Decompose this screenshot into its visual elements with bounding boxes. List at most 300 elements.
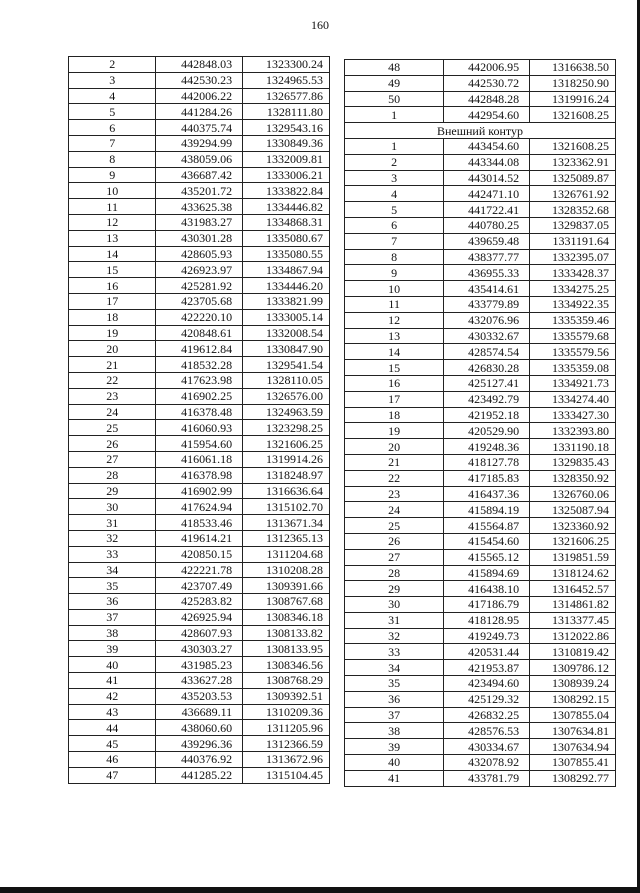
x-coordinate: 441285.22 <box>156 767 243 783</box>
y-coordinate: 1316452.57 <box>530 581 616 597</box>
x-coordinate: 440376.92 <box>156 752 243 768</box>
x-coordinate: 431983.27 <box>156 214 243 230</box>
y-coordinate: 1326761.92 <box>530 186 616 202</box>
x-coordinate: 426923.97 <box>156 262 243 278</box>
y-coordinate: 1328350.92 <box>530 470 616 486</box>
y-coordinate: 1312365.13 <box>243 530 330 546</box>
point-number: 38 <box>345 723 444 739</box>
table-row <box>345 770 616 786</box>
point-number: 1 <box>345 138 444 154</box>
point-number: 7 <box>69 135 156 151</box>
x-coordinate: 420531.44 <box>444 644 530 660</box>
x-coordinate: 442848.03 <box>156 57 243 73</box>
point-number: 28 <box>345 565 444 581</box>
y-coordinate: 1334868.31 <box>243 214 330 230</box>
x-coordinate: 438059.06 <box>156 151 243 167</box>
point-number: 24 <box>345 502 444 518</box>
y-coordinate: 1309392.51 <box>243 688 330 704</box>
y-coordinate: 1307855.04 <box>530 707 616 723</box>
point-number: 16 <box>69 278 156 294</box>
x-coordinate: 421953.87 <box>444 660 530 676</box>
y-coordinate: 1334921.73 <box>530 375 616 391</box>
x-coordinate: 431985.23 <box>156 657 243 673</box>
x-coordinate: 417185.83 <box>444 470 530 486</box>
x-coordinate: 416378.48 <box>156 404 243 420</box>
y-coordinate: 1323300.24 <box>243 57 330 73</box>
x-coordinate: 419612.84 <box>156 341 243 357</box>
point-number: 2 <box>345 154 444 170</box>
y-coordinate: 1316638.50 <box>530 60 616 76</box>
point-number: 6 <box>345 217 444 233</box>
table-row <box>69 594 330 610</box>
x-coordinate: 430301.28 <box>156 230 243 246</box>
y-coordinate: 1323362.91 <box>530 154 616 170</box>
y-coordinate: 1335579.56 <box>530 344 616 360</box>
y-coordinate: 1308346.18 <box>243 609 330 625</box>
x-coordinate: 420848.61 <box>156 325 243 341</box>
table-row <box>345 170 616 186</box>
point-number: 31 <box>345 612 444 628</box>
point-number: 32 <box>345 628 444 644</box>
table-row <box>345 439 616 455</box>
table-row <box>69 420 330 436</box>
y-coordinate: 1323298.25 <box>243 420 330 436</box>
y-coordinate: 1308292.77 <box>530 770 616 786</box>
y-coordinate: 1332009.81 <box>243 151 330 167</box>
point-number: 40 <box>69 657 156 673</box>
point-number: 7 <box>345 233 444 249</box>
point-number: 32 <box>69 530 156 546</box>
x-coordinate: 438377.77 <box>444 249 530 265</box>
table-row <box>69 167 330 183</box>
y-coordinate: 1329835.43 <box>530 454 616 470</box>
coordinates-table-right <box>344 59 616 787</box>
table-row <box>345 281 616 297</box>
y-coordinate: 1309391.66 <box>243 578 330 594</box>
x-coordinate: 440780.25 <box>444 217 530 233</box>
x-coordinate: 419248.36 <box>444 439 530 455</box>
point-number: 29 <box>345 581 444 597</box>
x-coordinate: 417186.79 <box>444 597 530 613</box>
x-coordinate: 442530.23 <box>156 72 243 88</box>
table-row <box>345 691 616 707</box>
y-coordinate: 1330847.90 <box>243 341 330 357</box>
x-coordinate: 415564.87 <box>444 518 530 534</box>
y-coordinate: 1310208.28 <box>243 562 330 578</box>
table-row <box>69 467 330 483</box>
x-coordinate: 430303.27 <box>156 641 243 657</box>
table-row <box>69 88 330 104</box>
y-coordinate: 1335080.55 <box>243 246 330 262</box>
x-coordinate: 442848.28 <box>444 91 530 107</box>
point-number: 37 <box>69 609 156 625</box>
y-coordinate: 1328110.05 <box>243 372 330 388</box>
x-coordinate: 428576.53 <box>444 723 530 739</box>
x-coordinate: 419249.73 <box>444 628 530 644</box>
table-row <box>345 470 616 486</box>
x-coordinate: 426830.28 <box>444 360 530 376</box>
x-coordinate: 417623.98 <box>156 372 243 388</box>
point-number: 19 <box>345 423 444 439</box>
y-coordinate: 1329837.05 <box>530 217 616 233</box>
point-number: 9 <box>69 167 156 183</box>
table-row <box>345 328 616 344</box>
x-coordinate: 428607.93 <box>156 625 243 641</box>
table-row <box>345 707 616 723</box>
y-coordinate: 1315104.45 <box>243 767 330 783</box>
y-coordinate: 1333005.14 <box>243 309 330 325</box>
y-coordinate: 1334274.40 <box>530 391 616 407</box>
table-row <box>345 296 616 312</box>
point-number: 11 <box>345 296 444 312</box>
table-row <box>345 391 616 407</box>
table-row <box>345 265 616 281</box>
table-row <box>345 407 616 423</box>
point-number: 27 <box>69 451 156 467</box>
table-row <box>345 755 616 771</box>
y-coordinate: 1318250.90 <box>530 75 616 91</box>
x-coordinate: 430332.67 <box>444 328 530 344</box>
table-row <box>69 151 330 167</box>
x-coordinate: 439296.36 <box>156 736 243 752</box>
y-coordinate: 1321608.25 <box>530 107 616 123</box>
point-number: 26 <box>69 436 156 452</box>
point-number: 10 <box>345 281 444 297</box>
table-row <box>345 217 616 233</box>
x-coordinate: 432078.92 <box>444 755 530 771</box>
table-row <box>345 612 616 628</box>
point-number: 28 <box>69 467 156 483</box>
point-number: 39 <box>69 641 156 657</box>
point-number: 24 <box>69 404 156 420</box>
x-coordinate: 425127.41 <box>444 375 530 391</box>
y-coordinate: 1310819.42 <box>530 644 616 660</box>
y-coordinate: 1326760.06 <box>530 486 616 502</box>
table-row <box>69 483 330 499</box>
x-coordinate: 438060.60 <box>156 720 243 736</box>
y-coordinate: 1333428.37 <box>530 265 616 281</box>
x-coordinate: 441284.26 <box>156 104 243 120</box>
point-number: 4 <box>69 88 156 104</box>
y-coordinate: 1334446.20 <box>243 278 330 294</box>
table-row <box>69 135 330 151</box>
table-row <box>345 60 616 76</box>
y-coordinate: 1334275.25 <box>530 281 616 297</box>
x-coordinate: 422221.78 <box>156 562 243 578</box>
point-number: 39 <box>345 739 444 755</box>
y-coordinate: 1326576.00 <box>243 388 330 404</box>
point-number: 26 <box>345 533 444 549</box>
table-row <box>69 451 330 467</box>
x-coordinate: 418127.78 <box>444 454 530 470</box>
x-coordinate: 422220.10 <box>156 309 243 325</box>
point-number: 43 <box>69 704 156 720</box>
x-coordinate: 418128.95 <box>444 612 530 628</box>
table-row <box>345 486 616 502</box>
table-row <box>345 75 616 91</box>
table-row <box>69 57 330 73</box>
table-row <box>69 609 330 625</box>
table-row <box>69 341 330 357</box>
point-number: 35 <box>345 676 444 692</box>
y-coordinate: 1312022.86 <box>530 628 616 644</box>
point-number: 21 <box>345 454 444 470</box>
x-coordinate: 436687.42 <box>156 167 243 183</box>
x-coordinate: 415454.60 <box>444 533 530 549</box>
x-coordinate: 415894.69 <box>444 565 530 581</box>
table-row <box>345 360 616 376</box>
x-coordinate: 435203.53 <box>156 688 243 704</box>
y-coordinate: 1328111.80 <box>243 104 330 120</box>
table-row <box>69 104 330 120</box>
x-coordinate: 443454.60 <box>444 138 530 154</box>
point-number: 1 <box>345 107 444 123</box>
table-row <box>69 546 330 562</box>
point-number: 17 <box>345 391 444 407</box>
x-coordinate: 439659.48 <box>444 233 530 249</box>
table-row <box>69 199 330 215</box>
point-number: 35 <box>69 578 156 594</box>
point-number: 15 <box>69 262 156 278</box>
table-row <box>69 515 330 531</box>
table-row <box>69 530 330 546</box>
table-row <box>69 372 330 388</box>
x-coordinate: 433781.79 <box>444 770 530 786</box>
table-row <box>345 502 616 518</box>
x-coordinate: 416378.98 <box>156 467 243 483</box>
y-coordinate: 1332008.54 <box>243 325 330 341</box>
y-coordinate: 1333822.84 <box>243 183 330 199</box>
table-row <box>345 518 616 534</box>
y-coordinate: 1319916.24 <box>530 91 616 107</box>
y-coordinate: 1318124.62 <box>530 565 616 581</box>
point-number: 20 <box>345 439 444 455</box>
x-coordinate: 433627.28 <box>156 673 243 689</box>
y-coordinate: 1319914.26 <box>243 451 330 467</box>
x-coordinate: 418533.46 <box>156 515 243 531</box>
table-row <box>69 562 330 578</box>
x-coordinate: 442530.72 <box>444 75 530 91</box>
y-coordinate: 1323360.92 <box>530 518 616 534</box>
y-coordinate: 1326577.86 <box>243 88 330 104</box>
y-coordinate: 1335359.08 <box>530 360 616 376</box>
x-coordinate: 436689.11 <box>156 704 243 720</box>
table-row <box>69 720 330 736</box>
y-coordinate: 1334867.94 <box>243 262 330 278</box>
table-row <box>69 736 330 752</box>
y-coordinate: 1307634.94 <box>530 739 616 755</box>
point-number: 4 <box>345 186 444 202</box>
x-coordinate: 426832.25 <box>444 707 530 723</box>
table-row <box>345 644 616 660</box>
y-coordinate: 1310209.36 <box>243 704 330 720</box>
x-coordinate: 433779.89 <box>444 296 530 312</box>
point-number: 27 <box>345 549 444 565</box>
x-coordinate: 435414.61 <box>444 281 530 297</box>
x-coordinate: 442954.60 <box>444 107 530 123</box>
x-coordinate: 416438.10 <box>444 581 530 597</box>
x-coordinate: 416437.36 <box>444 486 530 502</box>
x-coordinate: 416061.18 <box>156 451 243 467</box>
x-coordinate: 423705.68 <box>156 293 243 309</box>
point-number: 17 <box>69 293 156 309</box>
point-number: 3 <box>69 72 156 88</box>
x-coordinate: 425281.92 <box>156 278 243 294</box>
y-coordinate: 1318248.97 <box>243 467 330 483</box>
table-row <box>69 436 330 452</box>
y-coordinate: 1311204.68 <box>243 546 330 562</box>
point-number: 18 <box>345 407 444 423</box>
table-row <box>69 309 330 325</box>
point-number: 36 <box>345 691 444 707</box>
x-coordinate: 420850.15 <box>156 546 243 562</box>
table-row <box>69 120 330 136</box>
y-coordinate: 1308346.56 <box>243 657 330 673</box>
point-number: 31 <box>69 515 156 531</box>
point-number: 37 <box>345 707 444 723</box>
point-number: 25 <box>345 518 444 534</box>
table-row <box>345 107 616 123</box>
table-row <box>345 533 616 549</box>
x-coordinate: 423707.49 <box>156 578 243 594</box>
y-coordinate: 1333821.99 <box>243 293 330 309</box>
y-coordinate: 1333006.21 <box>243 167 330 183</box>
x-coordinate: 415894.19 <box>444 502 530 518</box>
x-coordinate: 426925.94 <box>156 609 243 625</box>
point-number: 42 <box>69 688 156 704</box>
point-number: 13 <box>69 230 156 246</box>
x-coordinate: 441722.41 <box>444 202 530 218</box>
table-row <box>345 597 616 613</box>
x-coordinate: 439294.99 <box>156 135 243 151</box>
point-number: 25 <box>69 420 156 436</box>
point-number: 12 <box>69 214 156 230</box>
y-coordinate: 1313672.96 <box>243 752 330 768</box>
table-row <box>345 581 616 597</box>
table-row <box>69 246 330 262</box>
y-coordinate: 1331191.64 <box>530 233 616 249</box>
x-coordinate: 415954.60 <box>156 436 243 452</box>
point-number: 14 <box>69 246 156 262</box>
table-row <box>69 673 330 689</box>
table-row <box>69 357 330 373</box>
x-coordinate: 440375.74 <box>156 120 243 136</box>
y-coordinate: 1313377.45 <box>530 612 616 628</box>
table-row <box>345 549 616 565</box>
table-row <box>69 325 330 341</box>
table-row <box>69 704 330 720</box>
y-coordinate: 1314861.82 <box>530 597 616 613</box>
y-coordinate: 1316636.64 <box>243 483 330 499</box>
y-coordinate: 1335359.46 <box>530 312 616 328</box>
y-coordinate: 1328352.68 <box>530 202 616 218</box>
x-coordinate: 428574.54 <box>444 344 530 360</box>
point-number: 45 <box>69 736 156 752</box>
y-coordinate: 1332395.07 <box>530 249 616 265</box>
x-coordinate: 443014.52 <box>444 170 530 186</box>
table-row <box>345 91 616 107</box>
point-number: 23 <box>345 486 444 502</box>
table-row <box>69 230 330 246</box>
table-row <box>345 233 616 249</box>
point-number: 41 <box>345 770 444 786</box>
x-coordinate: 418532.28 <box>156 357 243 373</box>
table-row <box>345 138 616 154</box>
table-row <box>345 723 616 739</box>
table-row <box>69 388 330 404</box>
y-coordinate: 1332393.80 <box>530 423 616 439</box>
table-row <box>69 72 330 88</box>
x-coordinate: 442471.10 <box>444 186 530 202</box>
point-number: 12 <box>345 312 444 328</box>
x-coordinate: 428605.93 <box>156 246 243 262</box>
table-row <box>69 278 330 294</box>
point-number: 15 <box>345 360 444 376</box>
y-coordinate: 1308133.95 <box>243 641 330 657</box>
x-coordinate: 421952.18 <box>444 407 530 423</box>
y-coordinate: 1308768.29 <box>243 673 330 689</box>
y-coordinate: 1321608.25 <box>530 138 616 154</box>
y-coordinate: 1307634.81 <box>530 723 616 739</box>
point-number: 5 <box>69 104 156 120</box>
table-row <box>69 499 330 515</box>
x-coordinate: 423492.79 <box>444 391 530 407</box>
point-number: 44 <box>69 720 156 736</box>
x-coordinate: 425129.32 <box>444 691 530 707</box>
point-number: 46 <box>69 752 156 768</box>
point-number: 38 <box>69 625 156 641</box>
x-coordinate: 416060.93 <box>156 420 243 436</box>
table-row <box>345 676 616 692</box>
y-coordinate: 1312366.59 <box>243 736 330 752</box>
table-row <box>345 454 616 470</box>
section-heading-row <box>345 123 616 139</box>
x-coordinate: 432076.96 <box>444 312 530 328</box>
y-coordinate: 1330849.36 <box>243 135 330 151</box>
table-row <box>345 344 616 360</box>
y-coordinate: 1321606.25 <box>243 436 330 452</box>
x-coordinate: 425283.82 <box>156 594 243 610</box>
x-coordinate: 435201.72 <box>156 183 243 199</box>
point-number: 9 <box>345 265 444 281</box>
x-coordinate: 416902.99 <box>156 483 243 499</box>
y-coordinate: 1324965.53 <box>243 72 330 88</box>
y-coordinate: 1331190.18 <box>530 439 616 455</box>
scan-border-bottom <box>0 887 640 893</box>
table-row <box>345 628 616 644</box>
point-number: 19 <box>69 325 156 341</box>
point-number: 34 <box>345 660 444 676</box>
y-coordinate: 1309786.12 <box>530 660 616 676</box>
x-coordinate: 433625.38 <box>156 199 243 215</box>
table-row <box>69 767 330 783</box>
y-coordinate: 1334446.82 <box>243 199 330 215</box>
table-row <box>69 262 330 278</box>
y-coordinate: 1315102.70 <box>243 499 330 515</box>
y-coordinate: 1335579.68 <box>530 328 616 344</box>
table-row <box>69 404 330 420</box>
x-coordinate: 442006.95 <box>444 60 530 76</box>
point-number: 23 <box>69 388 156 404</box>
table-row <box>345 154 616 170</box>
point-number: 34 <box>69 562 156 578</box>
y-coordinate: 1335080.67 <box>243 230 330 246</box>
table-row <box>69 752 330 768</box>
point-number: 6 <box>69 120 156 136</box>
table-row <box>69 214 330 230</box>
y-coordinate: 1319851.59 <box>530 549 616 565</box>
point-number: 8 <box>69 151 156 167</box>
